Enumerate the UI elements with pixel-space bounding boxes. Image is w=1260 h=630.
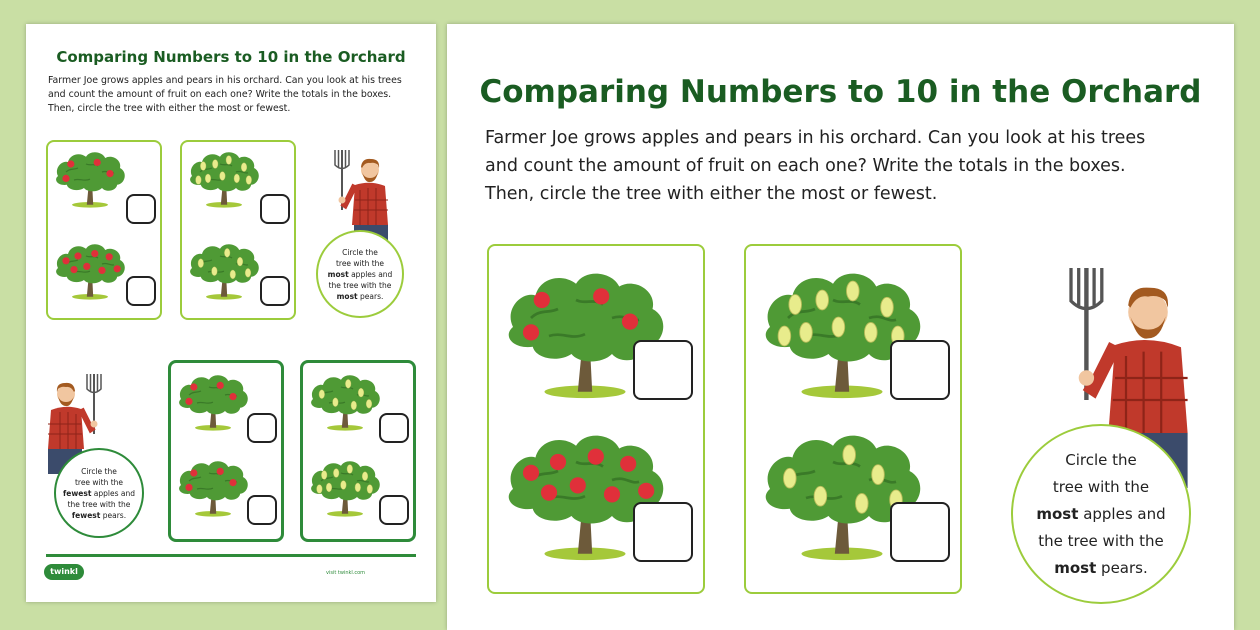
page-title: Comparing Numbers to 10 in the Orchard	[479, 74, 1202, 110]
small-apple-card-fewest	[168, 360, 284, 542]
small-intro-line2: and count the amount of fruit on each one? Write the totals in the boxes.	[48, 89, 392, 100]
answer-box-pear-2[interactable]	[890, 502, 950, 562]
small-apple-card	[46, 140, 162, 320]
pear-card	[744, 244, 962, 594]
answer-box-apple-1[interactable]	[633, 340, 693, 400]
apple-tree-icon	[173, 371, 253, 431]
bubble-line: apples and	[348, 269, 393, 279]
bubble-line: pears.	[100, 510, 127, 520]
footer-divider	[46, 554, 416, 557]
intro-text	[485, 124, 1225, 208]
answer-box-pear-1[interactable]	[890, 340, 950, 400]
small-intro-line1: Farmer Joe grows apples and pears in his orchard. Can you look at his trees	[48, 75, 402, 86]
small-pear-card	[180, 140, 296, 320]
bubble-line: tree with the	[74, 477, 124, 487]
answer-box[interactable]	[379, 495, 409, 525]
bubble-line: pears.	[357, 291, 384, 301]
worksheet-zoomed	[447, 24, 1234, 630]
answer-box[interactable]	[247, 495, 277, 525]
intro-line3: Then, circle the tree with either the most or fewest.	[485, 184, 938, 204]
worksheet-preview-small	[26, 24, 436, 602]
twinkl-logo: twinkl	[44, 564, 84, 580]
answer-box[interactable]	[260, 276, 290, 306]
small-intro-line3: Then, circle the tree with either the most or fewest.	[48, 103, 291, 114]
intro-line2: and count the amount of fruit on each one? Write the totals in the boxes.	[485, 156, 1126, 176]
bubble-line: Circle the	[1065, 450, 1137, 469]
answer-box[interactable]	[260, 194, 290, 224]
bubble-line: the tree with the	[328, 280, 392, 290]
bubble-keyword: fewest	[71, 510, 101, 520]
instruction-bubble	[1011, 424, 1191, 604]
answer-box[interactable]	[247, 413, 277, 443]
apple-tree-icon	[50, 240, 130, 300]
answer-box-apple-2[interactable]	[633, 502, 693, 562]
small-pear-card-fewest	[300, 360, 416, 542]
bubble-line: apples and	[1078, 504, 1166, 523]
bubble-line: tree with the	[335, 258, 385, 268]
small-bubble-fewest	[54, 448, 144, 538]
bubble-line: Circle the	[81, 466, 117, 476]
bubble-line: the tree with the	[67, 499, 131, 509]
bubble-keyword: fewest	[62, 488, 92, 498]
answer-box[interactable]	[126, 194, 156, 224]
bubble-keyword: most	[327, 269, 349, 279]
bubble-keyword: most	[336, 291, 358, 301]
bubble-line: the tree with the	[1038, 531, 1164, 550]
apple-tree-icon	[173, 457, 253, 517]
small-intro	[48, 74, 428, 116]
bubble-line: apples and	[91, 488, 136, 498]
pear-tree-icon	[184, 240, 264, 300]
pear-tree-icon	[305, 457, 385, 517]
bubble-keyword: most	[1036, 504, 1079, 523]
bubble-keyword: most	[1054, 558, 1097, 577]
small-title: Comparing Numbers to 10 in the Orchard	[56, 48, 406, 66]
apple-tree-icon	[50, 148, 130, 208]
pear-tree-icon	[305, 371, 385, 431]
intro-line1: Farmer Joe grows apples and pears in his orchard. Can you look at his trees	[485, 128, 1146, 148]
answer-box[interactable]	[379, 413, 409, 443]
small-bubble-most	[316, 230, 404, 318]
bubble-line: tree with the	[1052, 477, 1150, 496]
bubble-line: pears.	[1096, 558, 1148, 577]
bubble-line: Circle the	[342, 247, 378, 257]
pear-tree-icon	[184, 148, 264, 208]
footer-url: visit twinkl.com	[326, 570, 366, 576]
apple-card	[487, 244, 705, 594]
answer-box[interactable]	[126, 276, 156, 306]
